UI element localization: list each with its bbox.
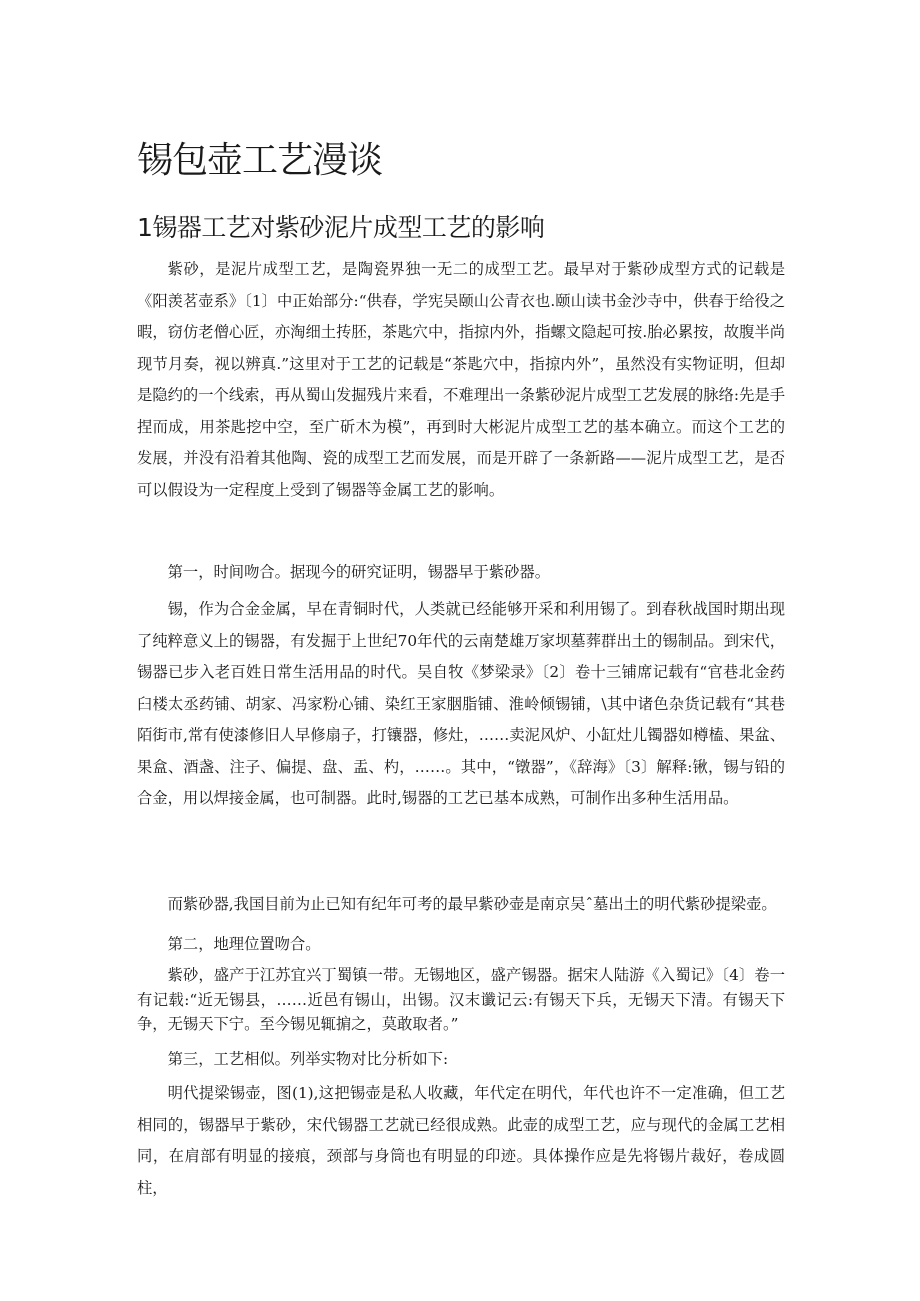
paragraph-tin-history: 锡，作为合金金属，早在青铜时代，人类就已经能够开采和利用锡了。到春秋战国时期出现了纯粹意义上的锡器，有发掘于上世纪70年代的云南楚雄万家坝墓葬群出土的锡制品。到宋代，锡器已步入老百姓日常生活用品的时代。吴自牧《梦梁录》〔2〕卷十三铺席记载有“官巷北金药臼楼太丞药铺、胡家、冯家粉心铺、染红王家胭脂铺、淮岭倾锡铺，\其中诸色杂货记载有“其巷陌街市,常有使漆修旧人早修扇子，打镶器，修灶，……卖泥风炉、小缸灶儿镯器如樽榼、果盆、果盒、酒盏、注子、偏提、盘、盂、杓，……。其中，“镦器”，《辞海》〔3〕解释:锹，锡与铅的合金，用以焊接金属，也可制器。此时,锡器的工艺已基本成熟，可制作出多种生活用品。 — [137, 600, 785, 807]
paragraph-location-match: 第二，地理位置吻合。 — [167, 935, 321, 953]
section-heading: 1锡器工艺对紫砂泥片成型工艺的影响 — [137, 213, 545, 242]
paragraph-wuxi-tin: 紫砂，盛产于江苏宜兴丁蜀镇一带。无锡地区，盛产锡器。据宋人陆游《入蜀记》〔4〕卷一有记载:“近无锡县，……近邑有锡山，出锡。汉末谶记云:有锡天下兵，无锡天下清。有锡天下争，无锡天下宁。至今锡见辄掮之，莫敢取者。” — [137, 966, 785, 1033]
paragraph-time-match: 第一，时间吻合。据现今的研究证明，锡器早于紫砂器。 — [167, 563, 551, 581]
document-title: 锡包壶工艺漫谈 — [137, 140, 383, 181]
paragraph-ming-tin-pot: 明代提梁锡壶，图(1),这把锡壶是私人收藏，年代定在明代，年代也许不一定准确，但工艺相同的，锡器早于紫砂，宋代锡器工艺就已经很成熟。此壶的成型工艺，应与现代的金属工艺相同，在肩部有明显的接痕，颈部与身筒也有明显的印迹。具体操作应是先将锡片裁好，卷成圆柱， — [137, 1084, 785, 1197]
paragraph-earliest-zisha-pot: 而紫砂器,我国目前为止已知有纪年可考的最早紫砂壶是南京吴ˆ墓出土的明代紫砂提梁壶。 — [167, 895, 777, 913]
paragraph-craft-similarity: 第三，工艺相似。列举实物对比分析如下: — [167, 1050, 449, 1068]
paragraph-zisha-forming-record: 紫砂，是泥片成型工艺，是陶瓷界独一无二的成型工艺。最早对于紫砂成型方式的记载是《阳羡茗壶系》〔1〕中正始部分:“供春，学宪吴颐山公青衣也.颐山读书金沙寺中，供春于给役之暇，窃仿老僧心匠，亦淘细土抟胚，茶匙穴中，指掠内外，指螺文隐起可按.胎必累按，故腹半尚现节月奏，视以辨真.”这里对于工艺的记载是“茶匙穴中，指掠内外”，虽然没有实物证明，但却是隐约的一个线索，再从蜀山发掘残片来看，不难理出一条紫砂泥片成型工艺发展的脉络:先是手捏而成，用茶匙挖中空，至广斫木为模”，再到时大彬泥片成型工艺的基本确立。而这个工艺的发展，并没有沿着其他陶、瓷的成型工艺而发展，而是开辟了一条新路——泥片成型工艺，是否可以假设为一定程度上受到了锡器等金属工艺的影响。 — [137, 260, 785, 499]
